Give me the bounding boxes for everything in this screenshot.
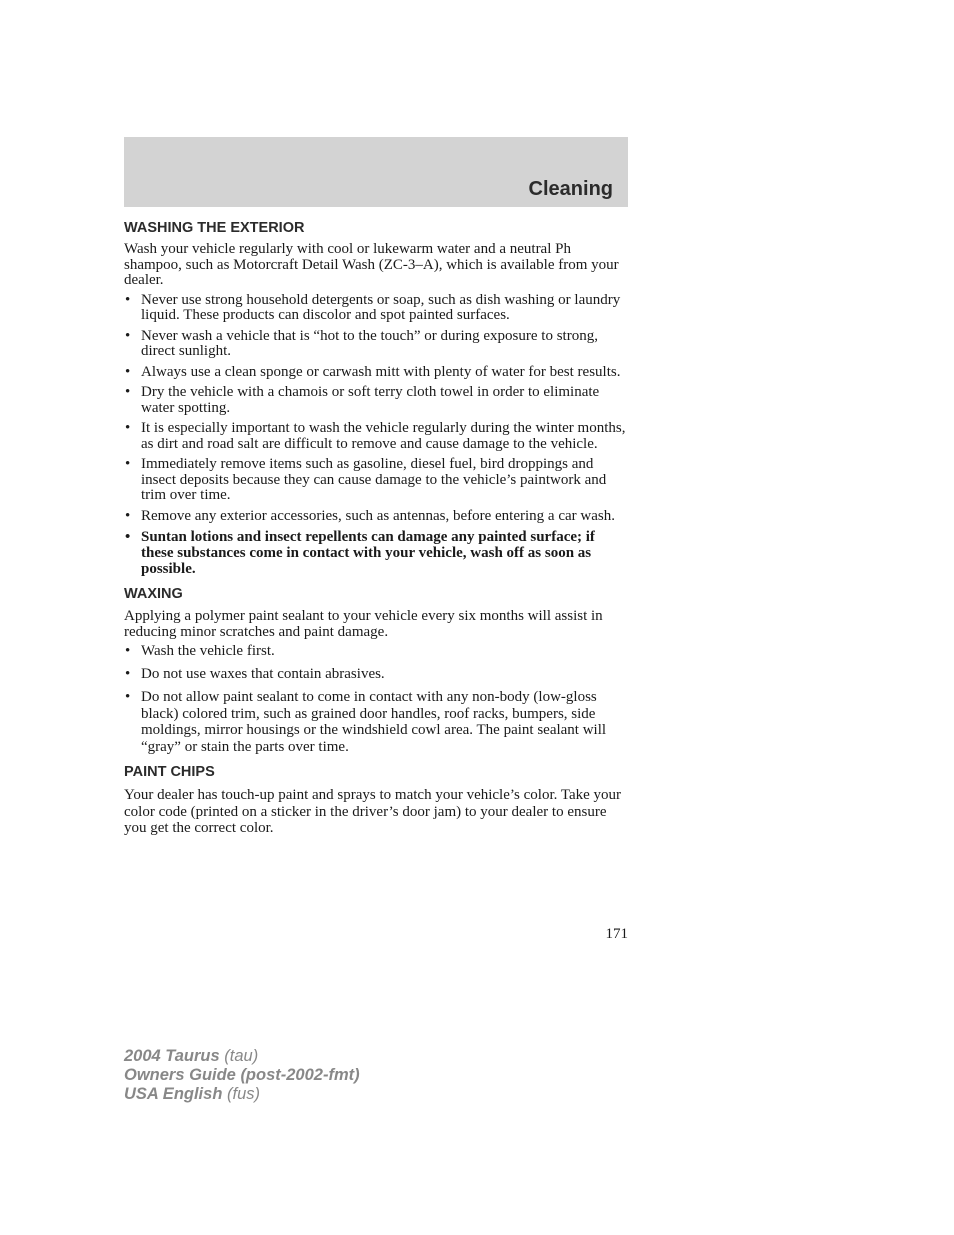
footer-line-guide: Owners Guide (post-2002-fmt) [124,1066,360,1084]
footer-line-language: USA English (fus) [124,1085,260,1103]
list-item: • Do not use waxes that contain abrasives. [124,667,628,683]
washing-bullet-list [124,293,628,578]
heading-paint-chips: PAINT CHIPS [124,764,215,780]
paint-chips-intro: Your dealer has touch-up paint and sprays to match your vehicle’s color. Take your color code (printed on a sticker in the driver’s door jam) to your dealer to ensure you get the correct color. [124,787,622,836]
washing-intro: Wash your vehicle regularly with cool or lukewarm water and a neutral Ph shampoo, such as Motorcraft Detail Wash (ZC-3–A), which is available from your dealer. [124,241,619,288]
footer-line-model: 2004 Taurus (tau) [124,1047,259,1065]
list-item: • Immediately remove items such as gasoline, diesel fuel, bird droppings and insect deposits because they can cause damage to the vehicle’s paintwork and trim over time. [124,457,628,504]
waxing-intro: Applying a polymer paint sealant to your vehicle every six months will assist in reducing minor scratches and paint damage. [124,608,603,640]
page-title: Cleaning [528,178,613,200]
heading-waxing: WAXING [124,586,183,602]
heading-washing-exterior: WASHING THE EXTERIOR [124,220,305,236]
list-item: • Do not allow paint sealant to come in contact with any non-body (low-gloss black) colored trim, such as grained door handles, roof racks, bumpers, side moldings, mirror housings or the windshield cowl area. The paint sealant will “gray” or stain the parts over time. [124,689,628,755]
page-content [124,220,628,837]
waxing-bullet-list [124,644,628,755]
list-item: • Wash the vehicle first. [124,644,628,660]
list-item: • It is especially important to wash the vehicle regularly during the winter months, as dirt and road salt are difficult to remove and cause damage to the vehicle. [124,421,628,452]
list-item: • Never use strong household detergents or soap, such as dish washing or laundry liquid. These products can discolor and spot painted surfaces. [124,293,628,324]
list-item: • Never wash a vehicle that is “hot to the touch” or during exposure to strong, direct sunlight. [124,329,628,360]
section-header-band [124,137,628,207]
list-item: • Remove any exterior accessories, such as antennas, before entering a car wash. [124,509,628,525]
list-item: • Dry the vehicle with a chamois or soft terry cloth towel in order to eliminate water spotting. [124,385,628,416]
list-item: • Always use a clean sponge or carwash mitt with plenty of water for best results. [124,365,628,381]
page-number: 171 [605,926,628,942]
document-footer [124,1047,360,1104]
warning-list-item: • Suntan lotions and insect repellents can damage any painted surface; if these substances come in contact with your vehicle, wash off as soon as possible. [124,529,628,577]
